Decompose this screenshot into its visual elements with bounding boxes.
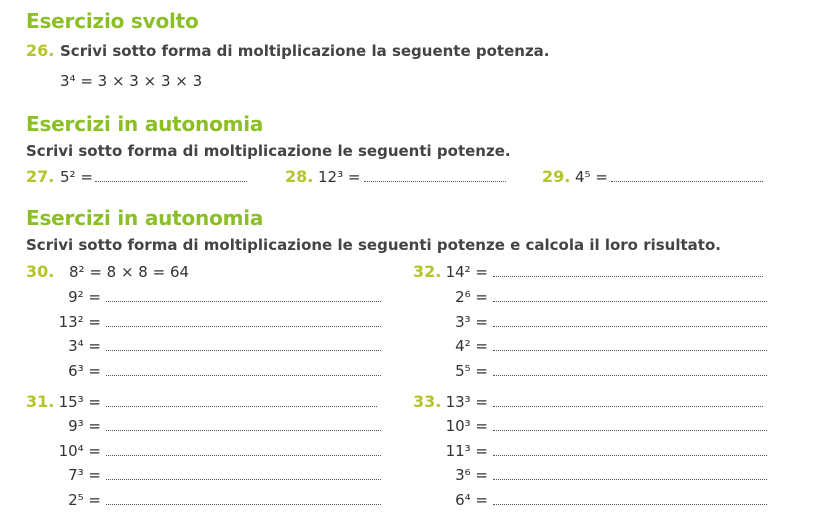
exercise-33-item: 10³ = <box>445 417 488 435</box>
worked-example-26: 3⁴ = 3 × 3 × 3 × 3 <box>60 72 203 90</box>
answer-line-30-2[interactable] <box>106 326 381 327</box>
answer-line-32-4[interactable] <box>493 350 767 351</box>
exercise-31-item: 10⁴ = <box>58 442 101 460</box>
answer-line-28[interactable] <box>364 181 506 182</box>
exercise-33-item: 11³ = <box>445 442 488 460</box>
answer-line-32-5[interactable] <box>493 375 767 376</box>
exercise-30-item: 3⁴ = <box>68 337 101 355</box>
section-3-instruction: Scrivi sotto forma di moltiplicazione le seguenti potenze e calcola il loro risultato. <box>26 236 721 254</box>
answer-line-32-2[interactable] <box>493 301 767 302</box>
section-2-instruction: Scrivi sotto forma di moltiplicazione le seguenti potenze. <box>26 142 511 160</box>
exercise-number-27: 27. <box>26 167 55 186</box>
exercise-31-item: 7³ = <box>68 466 101 484</box>
exercise-32-item: 14² = <box>445 263 488 281</box>
exercise-32-item: 2⁶ = <box>455 288 488 306</box>
exercise-number-31: 31. <box>26 392 55 411</box>
exercise-number-30: 30. <box>26 262 55 281</box>
worked-example-30: 8² = 8 × 8 = 64 <box>69 263 190 281</box>
section-heading-esercizio-svolto: Esercizio svolto <box>26 9 199 33</box>
exercise-30-item: 9² = <box>68 288 101 306</box>
exercise-30-item: 6³ = <box>68 362 101 380</box>
answer-line-31-1[interactable] <box>106 406 377 407</box>
answer-line-29[interactable] <box>611 181 763 182</box>
answer-line-30-4[interactable] <box>106 375 381 376</box>
exercise-33-item: 6⁴ = <box>455 491 488 509</box>
answer-line-31-4[interactable] <box>106 479 381 480</box>
exercise-28-expression: 12³ = <box>318 168 361 186</box>
exercise-number-26: 26. <box>26 41 55 60</box>
exercise-number-32: 32. <box>413 262 442 281</box>
answer-line-33-5[interactable] <box>493 504 767 505</box>
answer-line-33-3[interactable] <box>493 455 767 456</box>
exercise-33-item: 3⁶ = <box>455 466 488 484</box>
answer-line-31-5[interactable] <box>106 504 381 505</box>
answer-line-30-1[interactable] <box>106 301 381 302</box>
answer-line-33-1[interactable] <box>493 406 763 407</box>
exercise-32-item: 3³ = <box>455 313 488 331</box>
section-heading-autonomia-2: Esercizi in autonomia <box>26 206 264 230</box>
exercise-31-item: 9³ = <box>68 417 101 435</box>
answer-line-31-2[interactable] <box>106 430 381 431</box>
exercise-number-29: 29. <box>542 167 571 186</box>
answer-line-33-2[interactable] <box>493 430 767 431</box>
exercise-31-item: 2⁵ = <box>68 491 101 509</box>
exercise-29-expression: 4⁵ = <box>575 168 608 186</box>
section-heading-autonomia-1: Esercizi in autonomia <box>26 112 264 136</box>
exercise-number-33: 33. <box>413 392 442 411</box>
exercise-26-instruction: Scrivi sotto forma di moltiplicazione la seguente potenza. <box>60 42 550 60</box>
answer-line-33-4[interactable] <box>493 479 767 480</box>
answer-line-32-1[interactable] <box>493 276 763 277</box>
exercise-27-expression: 5² = <box>60 168 93 186</box>
answer-line-27[interactable] <box>95 181 247 182</box>
answer-line-30-3[interactable] <box>106 350 381 351</box>
exercise-33-item: 13³ = <box>445 393 488 411</box>
exercise-32-item: 5⁵ = <box>455 362 488 380</box>
answer-line-32-3[interactable] <box>493 326 767 327</box>
exercise-31-item: 15³ = <box>58 393 101 411</box>
answer-line-31-3[interactable] <box>106 455 381 456</box>
exercise-32-item: 4² = <box>455 337 488 355</box>
exercise-number-28: 28. <box>285 167 314 186</box>
exercise-30-item: 13² = <box>58 313 101 331</box>
